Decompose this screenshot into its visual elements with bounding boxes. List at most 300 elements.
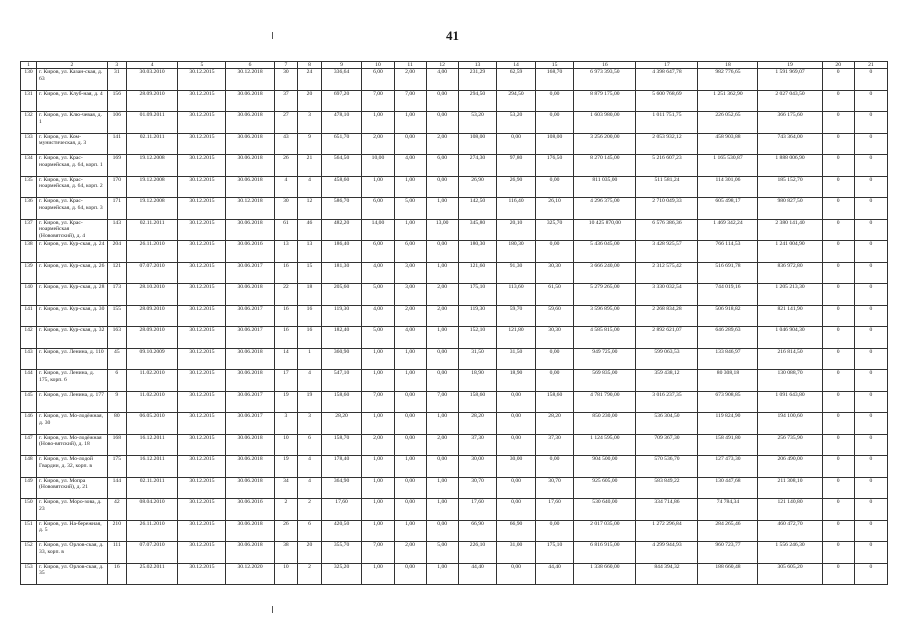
column-number-cell: 5: [178, 62, 226, 69]
table-cell: 3: [274, 413, 298, 435]
address-cell: г. Киров, ул. Ком-мунистическая, д. 3: [37, 133, 108, 155]
table-row: [21, 456, 888, 478]
table-cell: 1 469 342,24: [698, 219, 758, 241]
table-cell: 46: [298, 219, 322, 241]
table-cell: 14,00: [362, 219, 394, 241]
table-cell: 516 691,78: [698, 262, 758, 284]
table-cell: 2,00: [426, 284, 458, 306]
table-cell: 0: [854, 348, 887, 370]
table-cell: 2 312 575,42: [636, 262, 698, 284]
table-cell: 74 784,34: [698, 499, 758, 521]
table-cell: 66,90: [458, 520, 497, 542]
housing-program-table: [20, 61, 888, 585]
table-cell: 37,30: [535, 434, 574, 456]
table-cell: 30.12.2015: [178, 391, 226, 413]
table-cell: 0,00: [394, 413, 426, 435]
table-cell: 13: [274, 241, 298, 263]
table-cell: 127 473,30: [698, 456, 758, 478]
table-row: [21, 90, 888, 112]
table-cell: 17,60: [321, 499, 362, 521]
table-cell: 2 380 141,40: [758, 219, 822, 241]
table-cell: 27: [274, 112, 298, 134]
table-cell: 15: [298, 262, 322, 284]
table-cell: 133: [21, 133, 37, 155]
table-cell: 11.02.2010: [126, 391, 177, 413]
table-cell: 30.12.2015: [178, 176, 226, 198]
table-cell: 4 781 790,00: [574, 391, 636, 413]
column-number-cell: 10: [362, 62, 394, 69]
address-cell: г. Киров, ул. Кур-ская, д. 28: [37, 284, 108, 306]
table-cell: 121 140,80: [758, 499, 822, 521]
table-cell: 80 308,18: [698, 370, 758, 392]
table-cell: 836 972,80: [758, 262, 822, 284]
table-cell: 5,00: [362, 284, 394, 306]
table-cell: 26.11.2010: [126, 520, 177, 542]
table-cell: 0: [822, 327, 854, 349]
table-cell: 0,00: [497, 477, 536, 499]
table-cell: 3: [298, 112, 322, 134]
table-cell: 168,70: [535, 69, 574, 91]
table-cell: 30.12.2015: [178, 542, 226, 564]
table-cell: 0: [854, 198, 887, 220]
table-cell: 0,00: [394, 434, 426, 456]
table-cell: 26.11.2010: [126, 241, 177, 263]
table-cell: 226 052,65: [698, 112, 758, 134]
table-cell: 19.12.2008: [126, 155, 177, 177]
table-cell: 145: [21, 391, 37, 413]
table-cell: 16: [107, 563, 126, 585]
table-cell: 1 091 643,80: [758, 391, 822, 413]
table-row: [21, 520, 888, 542]
table-cell: 0: [854, 112, 887, 134]
table-cell: 4 299 944,93: [636, 542, 698, 564]
table-cell: 19: [274, 456, 298, 478]
table-cell: 2,00: [426, 434, 458, 456]
table-cell: 2 053 932,12: [636, 133, 698, 155]
table-cell: 0: [854, 520, 887, 542]
table-cell: 2: [274, 499, 298, 521]
table-cell: 30.06.2016: [226, 241, 274, 263]
table-cell: 30.12.2015: [178, 262, 226, 284]
table-cell: 646 289,63: [698, 327, 758, 349]
table-cell: 1 338 660,00: [574, 563, 636, 585]
table-cell: 30.03.2010: [126, 69, 177, 91]
table-cell: 30.06.2017: [226, 391, 274, 413]
table-cell: 204: [107, 241, 126, 263]
table-cell: 0: [854, 241, 887, 263]
table-cell: 7,00: [394, 90, 426, 112]
table-row: [21, 284, 888, 306]
column-number-cell: 4: [126, 62, 177, 69]
table-cell: 30.12.2015: [178, 456, 226, 478]
table-cell: 3 330 032,54: [636, 284, 698, 306]
table-cell: 141: [21, 305, 37, 327]
table-cell: 158,70: [321, 434, 362, 456]
table-cell: 18: [298, 284, 322, 306]
table-cell: 158,60: [535, 391, 574, 413]
table-cell: 30.06.2017: [226, 327, 274, 349]
table-cell: 1,00: [394, 348, 426, 370]
table-cell: 3,00: [394, 284, 426, 306]
table-cell: 1 241 004,90: [758, 241, 822, 263]
table-cell: 09.10.2009: [126, 348, 177, 370]
table-cell: 1,00: [426, 499, 458, 521]
table-cell: 0: [822, 370, 854, 392]
table-cell: 181,30: [321, 262, 362, 284]
table-cell: 216 814,50: [758, 348, 822, 370]
table-cell: 366 175,60: [758, 112, 822, 134]
table-cell: 21: [298, 155, 322, 177]
table-cell: 0: [854, 542, 887, 564]
table-cell: 153: [21, 563, 37, 585]
table-cell: 30.06.2018: [226, 219, 274, 241]
table-cell: 07.07.2010: [126, 542, 177, 564]
table-cell: 2: [298, 499, 322, 521]
table-cell: 4 585 815,00: [574, 327, 636, 349]
table-cell: 10 425 870,00: [574, 219, 636, 241]
address-cell: г. Киров, ул. Крас-ноармейская (Нововятский), д. 4: [37, 219, 108, 241]
table-cell: 1 046 904,30: [758, 327, 822, 349]
table-cell: 16: [274, 262, 298, 284]
table-cell: 1 556 246,30: [758, 542, 822, 564]
table-cell: 180,30: [458, 241, 497, 263]
table-cell: 20,10: [497, 219, 536, 241]
table-cell: 743 364,00: [758, 133, 822, 155]
table-cell: 1,00: [362, 112, 394, 134]
column-number-cell: 19: [758, 62, 822, 69]
table-cell: 113,60: [497, 284, 536, 306]
table-cell: 5,00: [426, 542, 458, 564]
address-cell: г. Киров, ул. Крас-ноармейская, д. 64, корп. 1: [37, 155, 108, 177]
table-cell: 4,00: [362, 305, 394, 327]
table-cell: 205,60: [321, 284, 362, 306]
address-cell: г. Киров, ул. На-бережная, д. 5: [37, 520, 108, 542]
table-cell: 844 394,32: [636, 563, 698, 585]
column-number-cell: 6: [226, 62, 274, 69]
table-cell: 148: [21, 456, 37, 478]
table-cell: 0,00: [394, 499, 426, 521]
table-cell: 180,30: [497, 241, 536, 263]
table-cell: 185 152,70: [758, 176, 822, 198]
table-cell: 2 017 035,00: [574, 520, 636, 542]
table-cell: 0,00: [394, 563, 426, 585]
table-cell: 26,90: [458, 176, 497, 198]
table-cell: 0: [822, 262, 854, 284]
table-cell: 284 265,46: [698, 520, 758, 542]
table-cell: 570 536,70: [636, 456, 698, 478]
table-cell: 1 165 530,87: [698, 155, 758, 177]
table-cell: 0,00: [535, 456, 574, 478]
table-cell: 175: [107, 456, 126, 478]
table-cell: 0,00: [497, 133, 536, 155]
table-cell: 0: [822, 241, 854, 263]
table-cell: 1,00: [362, 176, 394, 198]
table-cell: 30.06.2018: [226, 133, 274, 155]
table-cell: 16: [274, 305, 298, 327]
table-cell: 30.12.2015: [178, 305, 226, 327]
table-cell: 30.06.2018: [226, 542, 274, 564]
table-cell: 605 498,17: [698, 198, 758, 220]
table-cell: 44,40: [535, 563, 574, 585]
table-cell: 26,90: [497, 176, 536, 198]
table-row: [21, 198, 888, 220]
table-cell: 30.12.2015: [178, 155, 226, 177]
table-cell: 38: [274, 542, 298, 564]
table-cell: 0: [854, 219, 887, 241]
table-cell: 19.12.2008: [126, 198, 177, 220]
table-cell: 0: [854, 413, 887, 435]
table-cell: 34: [274, 477, 298, 499]
table-cell: 0: [822, 520, 854, 542]
table-cell: 25.02.2011: [126, 563, 177, 585]
table-row: [21, 370, 888, 392]
table-cell: 24: [298, 69, 322, 91]
table-cell: 30.12.2015: [178, 133, 226, 155]
table-cell: 0: [854, 176, 887, 198]
table-cell: 30.12.2015: [178, 477, 226, 499]
table-cell: 982 776,65: [698, 69, 758, 91]
table-cell: 1,00: [426, 198, 458, 220]
address-cell: г. Киров, ул. Орлов-ская, д. 33, корп. в: [37, 542, 108, 564]
table-cell: 0,00: [426, 370, 458, 392]
table-cell: 0: [854, 456, 887, 478]
table-cell: 13,00: [426, 219, 458, 241]
table-cell: 569 835,00: [574, 370, 636, 392]
table-cell: 28.09.2010: [126, 90, 177, 112]
table-cell: 119,30: [321, 305, 362, 327]
table-cell: 345,80: [458, 219, 497, 241]
table-cell: 206 490,00: [758, 456, 822, 478]
table-cell: 0,00: [426, 456, 458, 478]
table-cell: 8 270 145,00: [574, 155, 636, 177]
table-cell: 175,10: [458, 284, 497, 306]
table-cell: 583 849,22: [636, 477, 698, 499]
table-cell: 17,60: [458, 499, 497, 521]
table-cell: 80: [107, 413, 126, 435]
table-cell: 0: [822, 112, 854, 134]
table-cell: 175,10: [535, 542, 574, 564]
table-cell: 744 019,16: [698, 284, 758, 306]
table-cell: 0: [822, 348, 854, 370]
table-cell: 114 301,06: [698, 176, 758, 198]
table-row: [21, 477, 888, 499]
table-cell: 4,00: [426, 69, 458, 91]
table-cell: 44,40: [458, 563, 497, 585]
table-cell: 10,00: [362, 155, 394, 177]
table-cell: 12: [298, 198, 322, 220]
table-cell: 334 714,86: [636, 499, 698, 521]
table-cell: 30.06.2018: [226, 477, 274, 499]
table-cell: 170: [107, 176, 126, 198]
table-cell: 30.12.2015: [178, 563, 226, 585]
table-cell: 119 824,90: [698, 413, 758, 435]
table-cell: 53,20: [458, 112, 497, 134]
table-cell: 0: [822, 413, 854, 435]
table-cell: 30.12.2015: [178, 112, 226, 134]
table-cell: 1,00: [394, 370, 426, 392]
table-cell: 61,50: [535, 284, 574, 306]
table-row: [21, 563, 888, 585]
table-cell: 31,50: [458, 348, 497, 370]
table-cell: 155: [107, 305, 126, 327]
table-cell: 0: [854, 90, 887, 112]
table-cell: 194 100,60: [758, 413, 822, 435]
table-cell: 30.06.2018: [226, 348, 274, 370]
table-cell: 1 251 362,90: [698, 90, 758, 112]
table-cell: 0: [854, 370, 887, 392]
table-cell: 0: [854, 391, 887, 413]
table-cell: 4: [298, 456, 322, 478]
table-cell: 30.12.2015: [178, 90, 226, 112]
table-cell: 2,00: [394, 542, 426, 564]
table-cell: 61: [274, 219, 298, 241]
table-cell: 904 500,00: [574, 456, 636, 478]
table-cell: 6 816 915,00: [574, 542, 636, 564]
table-cell: 30.12.2015: [178, 219, 226, 241]
table-cell: 43: [274, 133, 298, 155]
table-cell: 20: [298, 90, 322, 112]
table-cell: 586,70: [321, 198, 362, 220]
table-cell: 3 256 200,00: [574, 133, 636, 155]
table-cell: 143: [21, 348, 37, 370]
table-cell: 158 491,80: [698, 434, 758, 456]
address-cell: г. Киров, ул. Кур-ская, д. 30: [37, 305, 108, 327]
table-cell: 30.06.2018: [226, 112, 274, 134]
table-cell: 2 268 834,28: [636, 305, 698, 327]
table-cell: 02.11.2011: [126, 133, 177, 155]
table-cell: 139: [21, 262, 37, 284]
column-number-cell: 16: [574, 62, 636, 69]
table-cell: 7,00: [362, 391, 394, 413]
table-cell: 0: [822, 499, 854, 521]
table-cell: 0: [854, 284, 887, 306]
table-cell: 231,29: [458, 69, 497, 91]
table-cell: 62,59: [497, 69, 536, 91]
table-cell: 0: [854, 155, 887, 177]
table-cell: 91,30: [497, 262, 536, 284]
table-cell: 28,20: [321, 413, 362, 435]
table-row: [21, 241, 888, 263]
table-cell: 4 398 647,78: [636, 69, 698, 91]
table-cell: 4,00: [362, 262, 394, 284]
table-cell: 26,10: [535, 198, 574, 220]
table-cell: 0: [822, 434, 854, 456]
table-cell: 1,00: [362, 348, 394, 370]
table-cell: 4: [298, 176, 322, 198]
table-cell: 0: [854, 305, 887, 327]
table-cell: 121,80: [497, 327, 536, 349]
table-cell: 158,60: [321, 391, 362, 413]
table-cell: 1,00: [426, 563, 458, 585]
table-cell: 3 428 925,57: [636, 241, 698, 263]
table-cell: 131: [21, 90, 37, 112]
table-cell: 8 879 175,00: [574, 90, 636, 112]
table-cell: 59,70: [497, 305, 536, 327]
address-cell: г. Киров, ул. Кур-ская, д. 24: [37, 241, 108, 263]
table-cell: 30.12.2015: [178, 284, 226, 306]
table-cell: 673 908,85: [698, 391, 758, 413]
table-cell: 28,20: [458, 413, 497, 435]
table-cell: 6,00: [362, 241, 394, 263]
table-cell: 0: [854, 499, 887, 521]
table-cell: 7,00: [426, 391, 458, 413]
address-cell: г. Киров, ул. Кур-ская, д. 32: [37, 327, 108, 349]
table-cell: 121,60: [458, 262, 497, 284]
table-cell: 1,00: [426, 327, 458, 349]
table-row: [21, 176, 888, 198]
table-cell: 1 603 980,00: [574, 112, 636, 134]
table-cell: 336,64: [321, 69, 362, 91]
table-cell: 158,60: [458, 391, 497, 413]
table-cell: 152: [21, 542, 37, 564]
table-cell: 599 063,53: [636, 348, 698, 370]
table-cell: 30.06.2018: [226, 284, 274, 306]
table-cell: 133 846,97: [698, 348, 758, 370]
table-cell: 478,10: [321, 112, 362, 134]
table-cell: 19.12.2008: [126, 176, 177, 198]
table-cell: 1,00: [394, 112, 426, 134]
table-cell: 30,00: [458, 456, 497, 478]
table-cell: 20: [298, 542, 322, 564]
table-cell: 141: [107, 133, 126, 155]
table-cell: 1,00: [394, 456, 426, 478]
table-cell: 9: [107, 391, 126, 413]
table-cell: 9: [298, 133, 322, 155]
table-cell: 42: [107, 499, 126, 521]
table-cell: 0: [854, 69, 887, 91]
table-cell: 146: [21, 413, 37, 435]
address-cell: г. Киров, ул. Мо-лодёжная, д. 30: [37, 413, 108, 435]
table-cell: 11.02.2010: [126, 370, 177, 392]
table-cell: 564,50: [321, 155, 362, 177]
table-cell: 130 088,70: [758, 370, 822, 392]
table-cell: 37,30: [458, 434, 497, 456]
table-cell: 2 710 049,33: [636, 198, 698, 220]
table-cell: 10: [274, 434, 298, 456]
table-cell: 136: [21, 198, 37, 220]
column-number-cell: 12: [426, 62, 458, 69]
table-cell: 0: [822, 69, 854, 91]
table-row: [21, 327, 888, 349]
page-number: 41: [446, 28, 459, 43]
table-row: [21, 348, 888, 370]
table-cell: 30,70: [535, 477, 574, 499]
table-cell: 30,30: [535, 327, 574, 349]
table-cell: 0,00: [497, 499, 536, 521]
table-cell: 4: [298, 370, 322, 392]
table-row: [21, 542, 888, 564]
table-cell: 0,00: [497, 391, 536, 413]
address-cell: г. Киров, ул. Ленина, д. 110: [37, 348, 108, 370]
address-cell: г. Киров, ул. Ленина, д. 177: [37, 391, 108, 413]
table-cell: 547,10: [321, 370, 362, 392]
table-cell: 26: [274, 155, 298, 177]
table-cell: 30: [274, 69, 298, 91]
table-cell: 1,00: [362, 477, 394, 499]
table-cell: 325,20: [321, 563, 362, 585]
table-cell: 30.06.2018: [226, 434, 274, 456]
address-cell: г. Киров, ул. Мо-лодёжная (Ново-вятский), д. 18: [37, 434, 108, 456]
table-cell: 59,60: [535, 305, 574, 327]
table-cell: 420,50: [321, 520, 362, 542]
table-cell: 31,00: [497, 542, 536, 564]
table-cell: 506 918,82: [698, 305, 758, 327]
table-cell: 0,00: [497, 434, 536, 456]
table-cell: 168: [107, 434, 126, 456]
table-row: [21, 219, 888, 241]
table-row: [21, 499, 888, 521]
table-cell: 0: [822, 133, 854, 155]
